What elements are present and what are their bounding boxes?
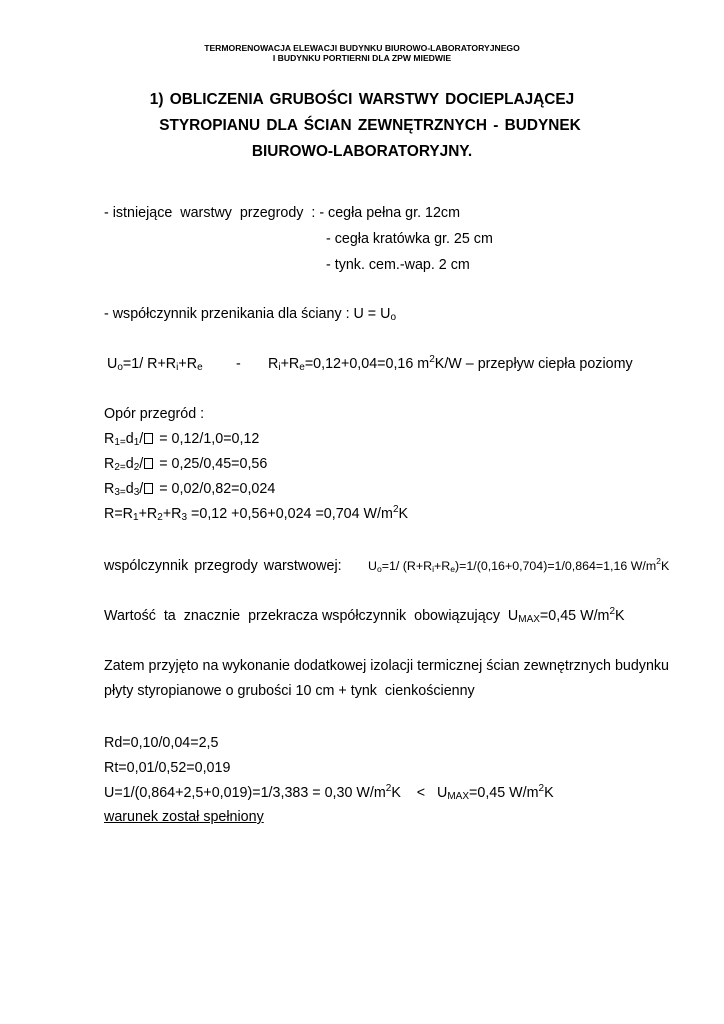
conclusion: warunek został spełniony — [104, 809, 264, 825]
formula-uo: $U_o=1/$ $R+R_i+R_e$ — [107, 356, 203, 373]
header-line-2: I BUDYNKU PORTIERNI DLA ZPW MIEDWIE — [272, 53, 452, 63]
document-header — [0, 43, 724, 63]
resistance-row-3: $R_{3=}d_3/ = 0,02/0,82=0,024$ — [104, 481, 276, 498]
result-rt: Rt=0,01/0,52=0,019 — [104, 760, 231, 776]
title-line-2: STYROPIANU DLA ŚCIAN ZEWNĘTRZNYCH - BUDYNEK — [159, 117, 581, 134]
layered-coefficient-formula: $U_o=1/$ $(R+R_i+R_e)=1/(0,16+0,704)=1/0,864=1,16$ $W/m^2K$ — [368, 556, 670, 574]
exceeds-statement: Wartość ta znacznie przekracza współczynnik obowiązujący $U_{MAX}=0,45$ $W/m^2K$ — [104, 606, 625, 625]
header-line-1: TERMORENOWACJA ELEWACJI BUDYNKU BIUROWO-LABORATORYJNEGO — [204, 43, 520, 53]
resistance-sum: $R=R_1+R_2+R_3 =0,12 +0,56+0,024 =0,704$ $W/m^2K$ — [104, 504, 409, 523]
layer-item-1: - cegła pełna gr. 12cm — [319, 205, 460, 221]
decision-line-1: Zatem przyjęto na wykonanie dodatkowej izolacji termicznej ścian zewnętrznych budynku — [104, 658, 669, 674]
resistances-heading: Opór przegród : — [104, 406, 205, 422]
layer-item-2: - cegła kratówka gr. 25 cm — [326, 231, 493, 247]
layer-item-3: - tynk. cem.-wap. 2 cm — [326, 257, 470, 273]
resistance-row-2: $R_{2=}d_2/ = 0,25/0,45=0,56$ — [104, 456, 268, 473]
result-rd: Rd=0,10/0,04=2,5 — [104, 735, 219, 751]
layered-coefficient-label: wspólczynnik przegrody warstwowej: — [104, 558, 342, 574]
transmittance-line: - współczynnik przenikania dla ściany : $U = U_o$ — [104, 306, 397, 323]
missing-glyph-box — [144, 458, 153, 469]
existing-layers-label: - istniejące warstwy przegrody : — [104, 205, 320, 221]
title-line-1: 1) OBLICZENIA GRUBOŚCI WARSTWY DOCIEPLAJĄCEJ — [149, 91, 575, 108]
result-u: U=1/(0,864+2,5+0,019)=1/3,383 = 0,30 $W/m^2K$ < $U_{MAX}=0,45$ $W/m^2K$ — [104, 783, 554, 802]
existing-layers-row — [104, 204, 460, 222]
formula-surface-resistance: $R_i+R_e=0,12+0,04=0,16$ $m^2K/W$ – przepływ ciepła poziomy — [268, 354, 633, 373]
missing-glyph-box — [144, 433, 153, 444]
missing-glyph-box — [144, 483, 153, 494]
decision-line-2: płyty styropianowe o grubości 10 cm + tynk cienkościenny — [104, 683, 475, 699]
resistance-row-1: $R_{1=}d_1/ = 0,12/1,0=0,12$ — [104, 431, 260, 448]
title-line-3: BIUROWO-LABORATORYJNY. — [251, 143, 473, 160]
section-title — [0, 90, 724, 162]
formula-dash: - — [236, 356, 241, 372]
